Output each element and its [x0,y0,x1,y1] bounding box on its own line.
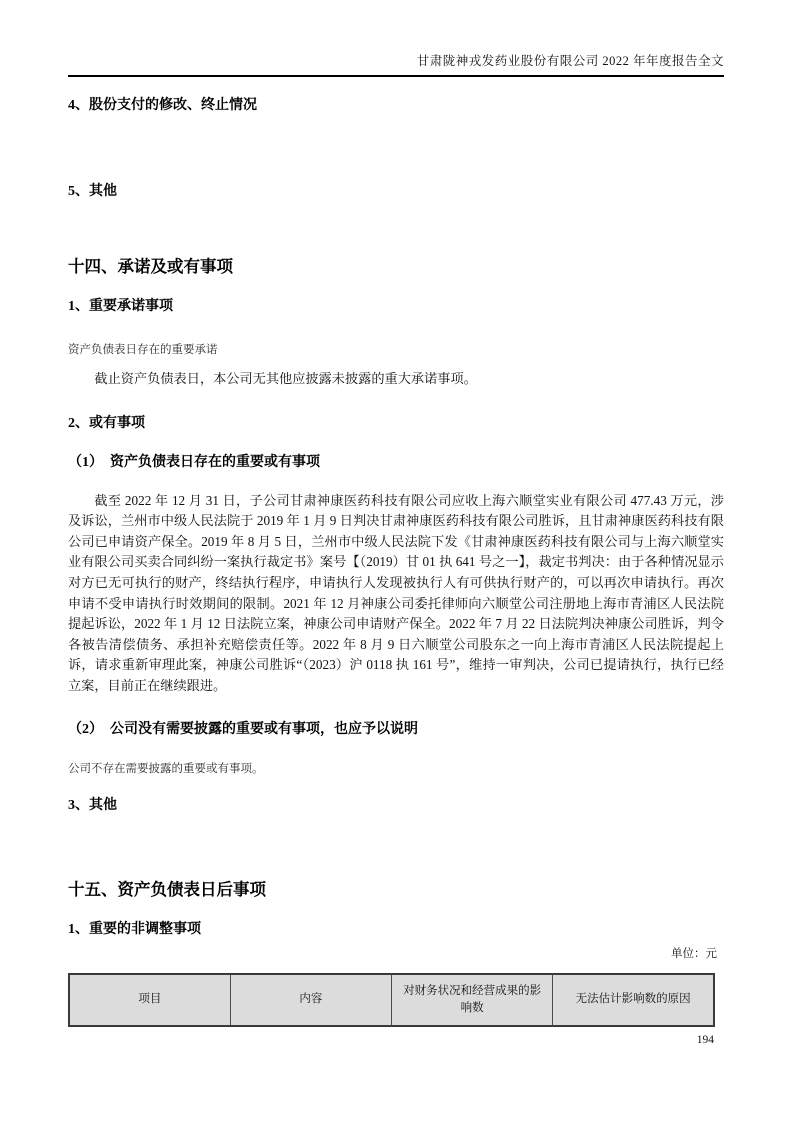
document-title: 甘肃陇神戎发药业股份有限公司 2022 年年度报告全文 [416,54,724,68]
table-header-item: 项目 [69,974,230,1026]
paragraph-commitments-statement: 截止资产负债表日，本公司无其他应披露未披露的重大承诺事项。 [94,371,477,386]
table-header-content: 内容 [230,974,391,1026]
heading-contingencies-item-2: （2） 公司没有需要披露的重要或有事项，也应予以说明 [68,721,418,737]
page-number: 194 [696,1033,714,1046]
document-header [68,52,724,77]
heading-other-3: 3、其他 [68,797,117,813]
note-balance-sheet-commitments: 资产负债表日存在的重要承诺 [68,344,218,356]
paragraph-no-disclosure: 公司不存在需要披露的重要或有事项。 [68,762,264,775]
table-header-row [69,974,714,1026]
heading-share-payment-changes: 4、股份支付的修改、终止情况 [68,98,257,113]
heading-other-5: 5、其他 [68,184,117,199]
non-adjusting-events-table [68,973,715,1027]
heading-section-15: 十五、资产负债表日后事项 [68,879,266,899]
unit-label: 单位：元 [671,947,717,960]
heading-contingencies-item-1: （1） 资产负债表日存在的重要或有事项 [68,454,320,470]
heading-contingencies: 2、或有事项 [68,415,145,431]
table-header-impact: 对财务状况和经营成果的影响数 [392,974,553,1026]
table-header-reason: 无法估计影响数的原因 [553,974,714,1026]
heading-important-commitments: 1、重要承诺事项 [68,299,173,314]
heading-non-adjusting-events: 1、重要的非调整事项 [68,921,201,937]
paragraph-litigation-details: 截至 2022 年 12 月 31 日，子公司甘肃神康医药科技有限公司应收上海六顺堂实业有限公司 477.43 万元，涉及诉讼，兰州市中级人民法院于 2019 年 1 月 9 日判决甘肃神康医药科技有限公司胜诉，且甘肃神康医药科技有限公司已申请资产保全。2019 年 8 月 5 日，兰州市中级人民法院下发《甘肃神康医药科技有限公司与上海六顺堂实业有限公司买卖合同纠纷一案执行裁定书》案号【（2019）甘 01 执 641 号之一】，裁定书判决：由于各种情况显示对方已无可执行的财产，终结执行程序，申请执行人发现被执行人有可供执行财产的，可以再次申请执行。再次申请不受申请执行时效期间的限制。2021 年 12 月神康公司委托律师向六顺堂公司注册地上海市青浦区人民法院提起诉讼，2022 年 1 月 12 日法院立案，神康公司申请财产保全。2022 年 7 月 22 日法院判决神康公司胜诉，判令各被告清偿债务、承担补充赔偿责任等。2022 年 8 月 9 日六顺堂公司股东之一向上海市青浦区人民法院提起上诉，请求重新审理此案，神康公司胜诉“（2023）沪 0118 执 161 号”，维持一审判决，公司已提请执行，执行已经立案，目前正在继续跟进。 [68,492,724,693]
heading-section-14: 十四、承诺及或有事项 [68,257,233,276]
